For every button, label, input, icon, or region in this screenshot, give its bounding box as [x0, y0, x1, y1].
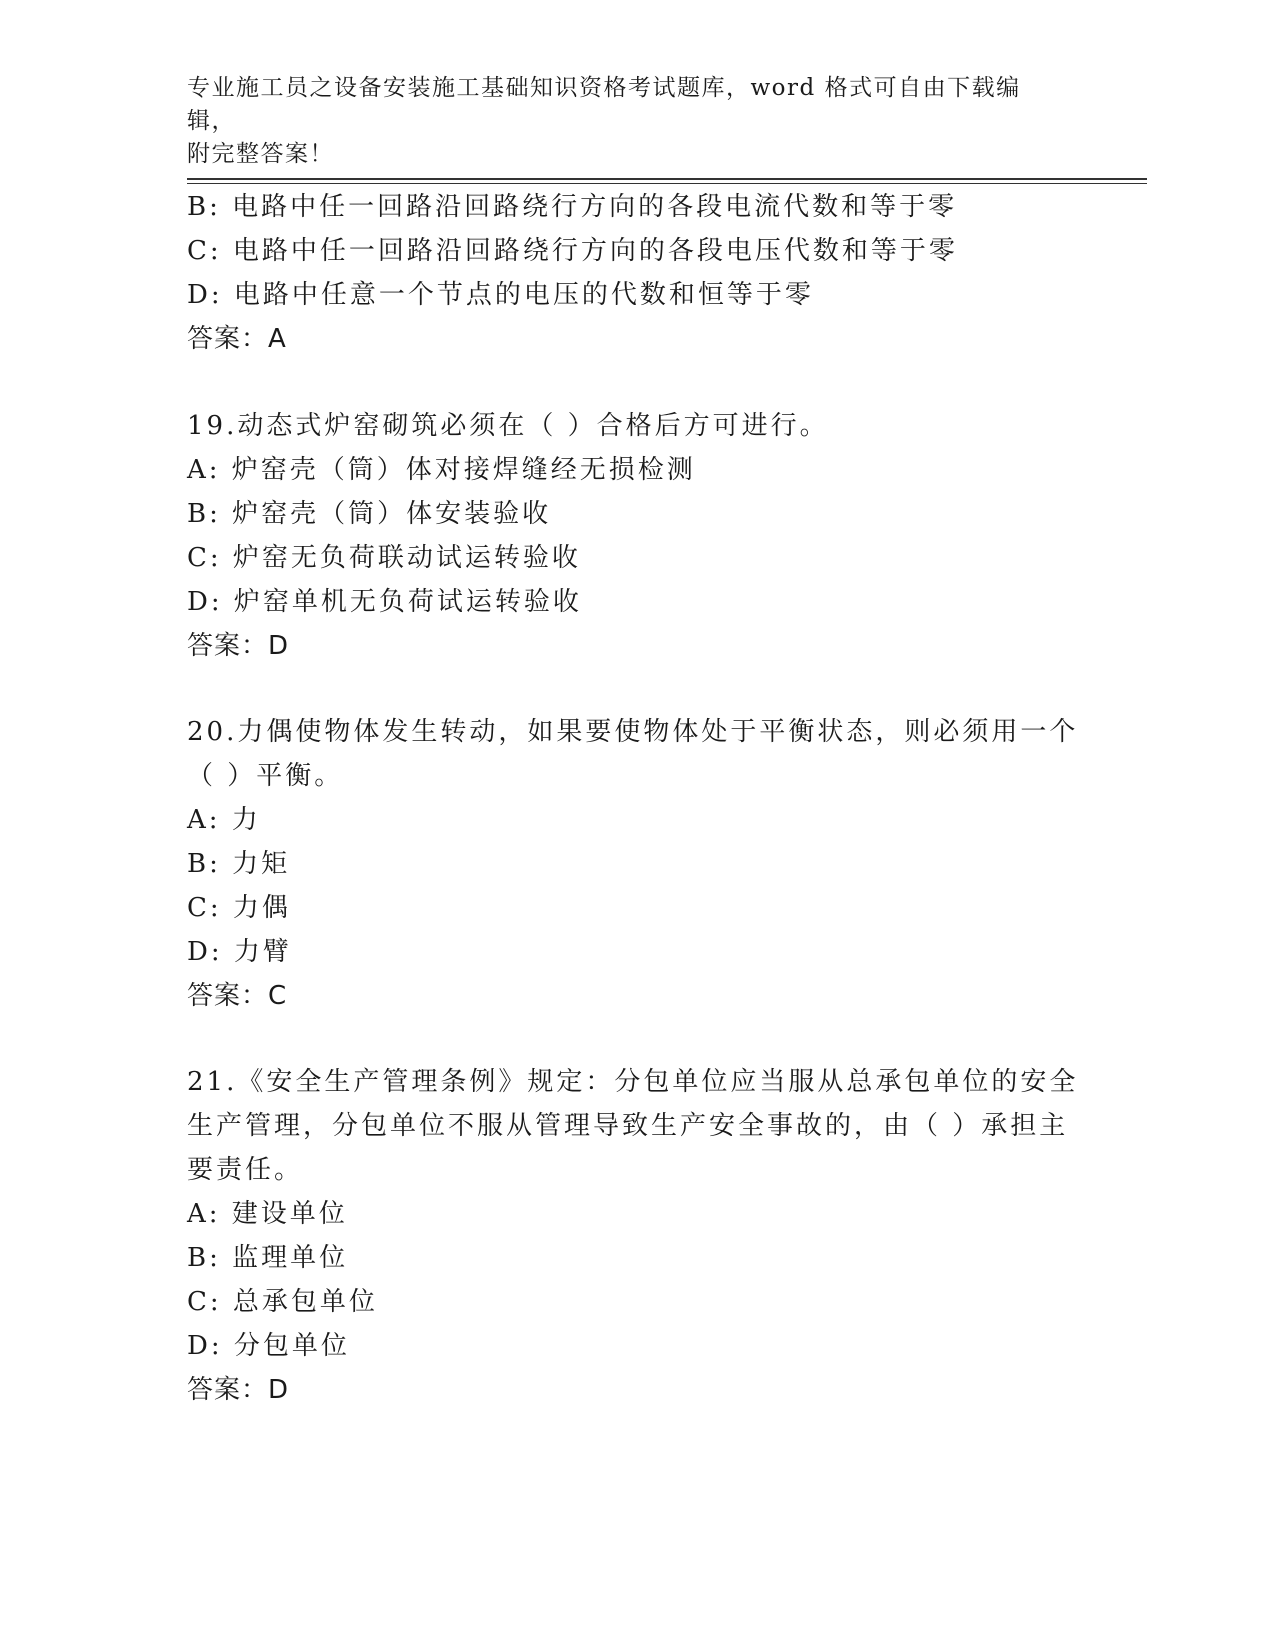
q21-option-c: C: 总承包单位 [187, 1287, 378, 1317]
q21-stem-line-1: 21.《安全生产管理条例》规定：分包单位应当服从总承包单位的安全 [187, 1067, 1079, 1097]
q20-option-c: C: 力偶 [187, 893, 291, 923]
header-line-1: 专业施工员之设备安装施工基础知识资格考试题库，word 格式可自由下载编辑， [187, 75, 1021, 134]
q19-option-d: D: 炉窑单机无负荷试运转验收 [187, 587, 582, 617]
q19-option-c: C: 炉窑无负荷联动试运转验收 [187, 543, 581, 573]
q19-option-b: B: 炉窑壳（筒）体安装验收 [187, 499, 552, 529]
q21-stem-line-2: 生产管理，分包单位不服从管理导致生产安全事故的，由（ ）承担主 [187, 1111, 1069, 1141]
q19-answer: 答案：D [187, 631, 290, 661]
header-divider-thick [187, 178, 1147, 180]
q19-option-a: A: 炉窑壳（筒）体对接焊缝经无损检测 [187, 455, 696, 485]
q21-answer: 答案：D [187, 1375, 290, 1405]
q19-stem: 19.动态式炉窑砌筑必须在（ ）合格后方可进行。 [187, 411, 829, 441]
q18-option-b: B: 电路中任一回路沿回路绕行方向的各段电流代数和等于零 [187, 192, 958, 222]
q21-option-a: A: 建设单位 [187, 1199, 348, 1229]
q20-stem-line-1: 20.力偶使物体发生转动，如果要使物体处于平衡状态，则必须用一个 [187, 717, 1079, 747]
q18-option-c: C: 电路中任一回路沿回路绕行方向的各段电压代数和等于零 [187, 236, 958, 266]
document-header [187, 72, 1067, 171]
q20-option-d: D: 力臂 [187, 937, 292, 967]
header-line-2: 附完整答案！ [187, 141, 334, 167]
q21-option-b: B: 监理单位 [187, 1243, 349, 1273]
q20-stem-line-2: （ ）平衡。 [187, 761, 344, 791]
q21-option-d: D: 分包单位 [187, 1331, 350, 1361]
q20-option-b: B: 力矩 [187, 849, 291, 879]
q18-answer: 答案：A [187, 324, 287, 354]
header-divider-thin [187, 183, 1147, 184]
q21-stem-line-3: 要责任。 [187, 1155, 304, 1185]
q20-option-a: A: 力 [187, 805, 261, 835]
q18-option-d: D: 电路中任意一个节点的电压的代数和恒等于零 [187, 280, 814, 310]
q20-answer: 答案：C [187, 981, 288, 1011]
